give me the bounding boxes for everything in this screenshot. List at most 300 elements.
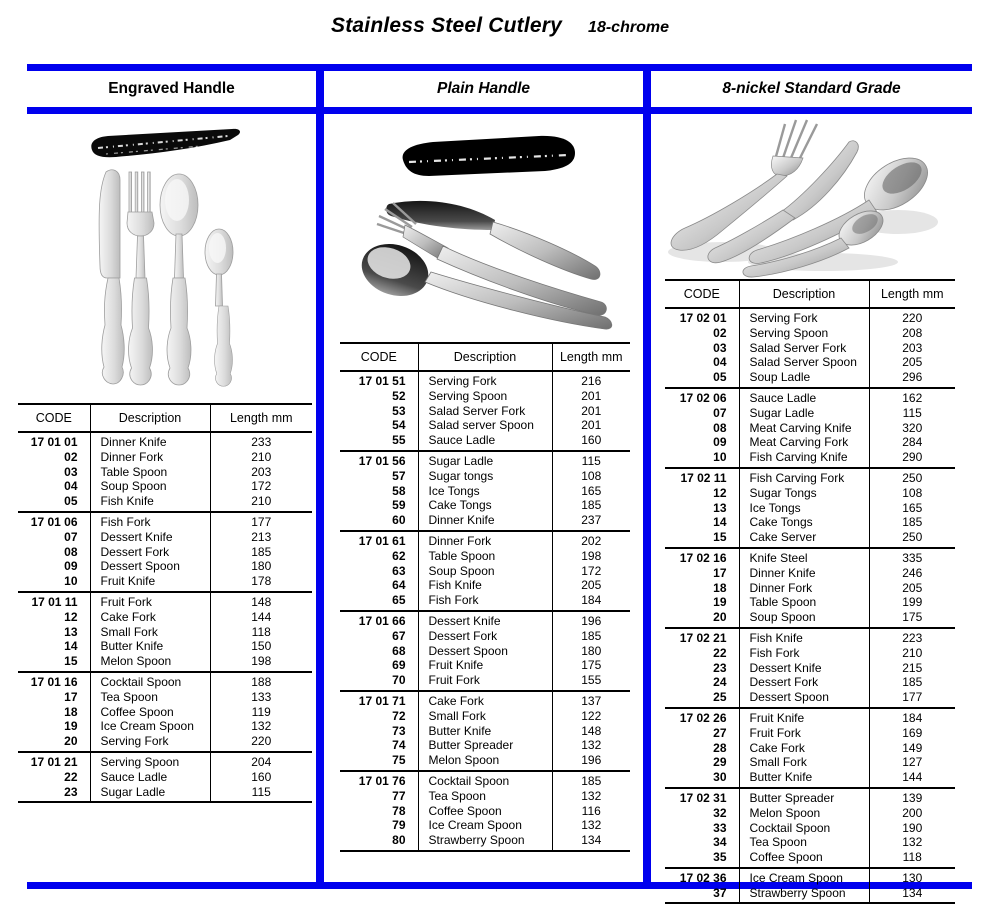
description-cell: Fish Carving Knife — [739, 450, 869, 468]
description-cell: Ice Tongs — [418, 484, 552, 499]
length-cell: 132 — [251, 719, 272, 734]
length-cell: 201 — [581, 388, 602, 403]
length-cell: 213 — [251, 529, 272, 544]
length-cell: 132 — [581, 738, 602, 753]
length-cell: 203 — [251, 464, 272, 479]
code-cell: 68 — [392, 643, 406, 658]
length-cell: 160 — [581, 433, 602, 448]
length-cell: 115 — [902, 405, 922, 420]
table-row — [18, 465, 312, 480]
description-cell: Table Spoon — [739, 595, 869, 610]
table-row — [665, 821, 955, 836]
code-cell: 13 — [713, 500, 727, 515]
table-row — [18, 512, 312, 530]
table-row — [665, 370, 955, 388]
column-header-8-nickel: 8-nickel Standard Grade — [722, 80, 901, 97]
description-cell: Ice Cream Spoon — [418, 818, 552, 833]
description-cell: Tea Spoon — [739, 835, 869, 850]
code-cell: 59 — [392, 498, 406, 513]
description-cell: Coffee Spoon — [90, 705, 210, 720]
code-cell: 70 — [392, 673, 406, 688]
length-cell: 108 — [581, 468, 602, 483]
table-row — [18, 545, 312, 560]
length-cell: 144 — [251, 609, 272, 624]
length-cell: 200 — [902, 805, 923, 820]
length-cell: 237 — [581, 513, 602, 528]
length-cell: 250 — [902, 530, 923, 545]
length-cell: 320 — [902, 420, 923, 435]
table-row — [665, 835, 955, 850]
length-cell: 134 — [902, 885, 923, 900]
length-cell: 118 — [902, 850, 922, 865]
table-row — [18, 639, 312, 654]
code-cell: 17 01 71 — [358, 693, 406, 708]
table-header-row — [18, 404, 312, 432]
table-row — [18, 432, 312, 450]
table-row — [665, 868, 955, 886]
length-cell: 246 — [902, 565, 923, 580]
table-row — [18, 450, 312, 465]
description-cell: Ice Cream Spoon — [90, 719, 210, 734]
description-cell: Cocktail Spoon — [418, 771, 552, 789]
description-cell: Serving Fork — [739, 308, 869, 326]
code-cell: 63 — [392, 563, 406, 578]
length-cell: 132 — [581, 788, 602, 803]
code-cell: 17 — [64, 689, 78, 704]
length-cell: 190 — [902, 820, 923, 835]
column-header-engraved-handle: Engraved Handle — [108, 80, 235, 97]
length-cell: 132 — [902, 835, 923, 850]
table-row — [340, 644, 630, 659]
table-row — [340, 451, 630, 469]
description-cell: Fruit Fork — [739, 726, 869, 741]
code-cell: 08 — [713, 420, 727, 435]
description-cell: Dessert Fork — [90, 545, 210, 560]
table-row — [18, 479, 312, 494]
code-cell: 17 01 21 — [30, 754, 78, 769]
description-cell: Serving Spoon — [739, 326, 869, 341]
table-row — [340, 578, 630, 593]
table-row — [665, 406, 955, 421]
description-cell: Dessert Fork — [418, 629, 552, 644]
description-cell: Cake Fork — [739, 741, 869, 756]
description-cell: Dinner Fork — [739, 581, 869, 596]
code-group — [18, 672, 312, 752]
plain-handle-table — [340, 342, 630, 852]
code-cell: 05 — [64, 494, 78, 509]
table-row — [665, 388, 955, 406]
top-rule — [27, 64, 972, 71]
code-cell: 17 01 51 — [358, 374, 406, 388]
description-cell: Ice Cream Spoon — [739, 868, 869, 886]
length-cell: 205 — [902, 580, 923, 595]
table-row — [18, 494, 312, 512]
code-cell: 17 01 66 — [358, 613, 406, 628]
description-cell: Small Fork — [739, 755, 869, 770]
code-cell: 17 01 01 — [30, 435, 78, 449]
length-cell: 177 — [902, 690, 923, 705]
table-row — [18, 559, 312, 574]
length-cell: 215 — [902, 660, 923, 675]
code-cell: 54 — [392, 418, 406, 433]
description-cell: Dessert Spoon — [739, 690, 869, 708]
table-row — [665, 581, 955, 596]
description-cell: Serving Spoon — [90, 752, 210, 770]
code-cell: 15 — [713, 530, 727, 545]
description-cell: Coffee Spoon — [739, 850, 869, 868]
length-cell: 172 — [251, 479, 272, 494]
description-cell: Cake Tongs — [739, 515, 869, 530]
code-cell: 17 01 76 — [358, 773, 406, 788]
length-cell: 185 — [902, 675, 923, 690]
plain-handle-shape — [403, 136, 575, 176]
length-cell: 216 — [581, 374, 602, 388]
description-cell: Dessert Spoon — [418, 644, 552, 659]
code-cell: 22 — [64, 769, 78, 784]
table-row — [665, 646, 955, 661]
table-row — [340, 469, 630, 484]
column-divider-2 — [643, 64, 651, 889]
code-cell: 17 02 31 — [679, 790, 727, 805]
table-row — [665, 788, 955, 806]
description-cell: Fish Fork — [739, 646, 869, 661]
code-cell: 23 — [713, 660, 727, 675]
table-row — [340, 389, 630, 404]
length-cell: 210 — [251, 449, 272, 464]
length-cell: 335 — [902, 550, 923, 565]
column-header-code: CODE — [360, 350, 397, 364]
code-cell: 32 — [713, 805, 727, 820]
code-cell: 37 — [713, 885, 727, 900]
code-group — [340, 611, 630, 691]
description-cell: Sugar Tongs — [739, 486, 869, 501]
description-cell: Meat Carving Fork — [739, 435, 869, 450]
table-row — [665, 806, 955, 821]
code-group — [665, 708, 955, 788]
code-cell: 02 — [64, 449, 78, 464]
code-group — [665, 868, 955, 904]
code-cell: 17 01 56 — [358, 453, 406, 468]
table-row — [340, 771, 630, 789]
code-cell: 35 — [713, 850, 727, 865]
length-cell: 108 — [902, 485, 923, 500]
table-row — [340, 804, 630, 819]
length-cell: 198 — [251, 654, 272, 669]
description-cell: Dinner Fork — [90, 450, 210, 465]
code-cell: 18 — [713, 580, 727, 595]
code-cell: 20 — [64, 734, 78, 749]
description-cell: Butter Knife — [418, 724, 552, 739]
table-row — [340, 549, 630, 564]
description-cell: Butter Knife — [739, 770, 869, 788]
code-cell: 09 — [713, 435, 727, 450]
title-bar — [0, 14, 1000, 38]
description-cell: Cocktail Spoon — [90, 672, 210, 690]
code-cell: 69 — [392, 658, 406, 673]
length-cell: 296 — [902, 370, 923, 385]
description-cell: Strawberry Spoon — [418, 833, 552, 851]
description-cell: Cake Tongs — [418, 498, 552, 513]
length-cell: 169 — [902, 725, 923, 740]
code-group — [665, 788, 955, 868]
length-cell: 115 — [581, 453, 601, 468]
code-group — [665, 388, 955, 468]
table-row — [340, 371, 630, 389]
table-row — [340, 724, 630, 739]
table-row — [340, 833, 630, 851]
length-cell: 155 — [581, 673, 602, 688]
length-cell: 204 — [251, 754, 272, 769]
column-header-plain-handle: Plain Handle — [436, 80, 531, 97]
length-cell: 223 — [902, 630, 923, 645]
table-row — [665, 421, 955, 436]
table-row — [340, 818, 630, 833]
code-group — [18, 432, 312, 512]
table-row — [18, 690, 312, 705]
code-cell: 80 — [392, 833, 406, 848]
length-cell: 185 — [581, 628, 602, 643]
code-cell: 73 — [392, 723, 406, 738]
table-row — [665, 886, 955, 904]
table-row — [18, 672, 312, 690]
table-header-row — [340, 343, 630, 371]
description-cell: Tea Spoon — [90, 690, 210, 705]
length-cell: 150 — [251, 639, 272, 654]
table-row — [18, 574, 312, 592]
fanned-cutlery-photo — [653, 112, 963, 280]
code-group — [340, 691, 630, 771]
description-cell: Butter Spreader — [418, 738, 552, 753]
length-cell: 196 — [581, 753, 602, 768]
table-row — [340, 404, 630, 419]
code-group — [18, 592, 312, 672]
code-cell: 17 01 16 — [30, 674, 78, 689]
length-cell: 184 — [581, 593, 602, 608]
length-cell: 175 — [581, 658, 602, 673]
description-cell: Tea Spoon — [418, 789, 552, 804]
column-header-length: Length mm — [229, 411, 293, 425]
length-cell: 205 — [902, 355, 923, 370]
code-cell: 22 — [713, 645, 727, 660]
table-row — [18, 625, 312, 640]
length-cell: 208 — [902, 325, 923, 340]
length-cell: 220 — [251, 734, 272, 749]
table-row — [18, 610, 312, 625]
description-cell: Fish Knife — [418, 578, 552, 593]
description-cell: Cake Fork — [90, 610, 210, 625]
length-cell: 290 — [902, 450, 923, 465]
table-row — [665, 486, 955, 501]
code-cell: 12 — [713, 485, 727, 500]
table-row — [340, 484, 630, 499]
length-cell: 127 — [902, 755, 923, 770]
table-row — [665, 755, 955, 770]
description-cell: Meat Carving Knife — [739, 421, 869, 436]
description-cell: Salad Server Fork — [418, 404, 552, 419]
code-cell: 10 — [64, 574, 78, 589]
code-cell: 17 02 06 — [679, 390, 727, 405]
column-header-length: Length mm — [880, 287, 944, 301]
code-group — [340, 771, 630, 851]
table-row — [340, 709, 630, 724]
table-row — [665, 341, 955, 356]
code-cell: 75 — [392, 753, 406, 768]
description-cell: Dessert Knife — [418, 611, 552, 629]
code-cell: 17 01 61 — [358, 533, 406, 548]
length-cell: 137 — [581, 693, 602, 708]
code-cell: 62 — [392, 548, 406, 563]
table-spoon-image — [160, 174, 198, 385]
code-cell: 17 02 36 — [679, 870, 727, 885]
description-cell: Dessert Spoon — [90, 559, 210, 574]
length-cell: 185 — [581, 498, 602, 513]
length-cell: 198 — [581, 548, 602, 563]
table-row — [18, 705, 312, 720]
description-cell: Sauce Ladle — [418, 433, 552, 451]
length-cell: 122 — [581, 708, 602, 723]
table-row — [665, 741, 955, 756]
code-group — [665, 308, 955, 388]
code-cell: 29 — [713, 755, 727, 770]
table-row — [340, 611, 630, 629]
length-cell: 162 — [902, 390, 923, 405]
column-header-code: CODE — [35, 411, 72, 425]
table-row — [665, 326, 955, 341]
table-row — [340, 513, 630, 531]
description-cell: Cocktail Spoon — [739, 821, 869, 836]
code-cell: 19 — [64, 719, 78, 734]
table-row — [665, 610, 955, 628]
code-cell: 79 — [392, 818, 406, 833]
length-cell: 220 — [902, 311, 923, 325]
table-row — [665, 548, 955, 566]
plain-handle-and-cutlery-photo — [333, 130, 638, 336]
code-cell: 77 — [392, 788, 406, 803]
code-cell: 52 — [392, 388, 406, 403]
table-row — [340, 691, 630, 709]
description-cell: Melon Spoon — [418, 753, 552, 771]
description-cell: Strawberry Spoon — [739, 886, 869, 904]
code-cell: 33 — [713, 820, 727, 835]
table-row — [665, 770, 955, 788]
code-cell: 20 — [713, 610, 727, 625]
code-cell: 14 — [64, 639, 78, 654]
table-row — [340, 531, 630, 549]
plain-handle-table-wrap — [340, 342, 630, 852]
length-cell: 205 — [581, 578, 602, 593]
code-group — [340, 371, 630, 451]
code-cell: 13 — [64, 624, 78, 639]
table-row — [340, 789, 630, 804]
description-cell: Sugar tongs — [418, 469, 552, 484]
column-header-description: Description — [90, 404, 210, 432]
description-cell: Dinner Knife — [90, 432, 210, 450]
code-cell: 02 — [713, 325, 727, 340]
length-cell: 250 — [902, 470, 923, 485]
code-cell: 18 — [64, 704, 78, 719]
description-cell: Sugar Ladle — [739, 406, 869, 421]
length-cell: 180 — [581, 643, 602, 658]
code-cell: 19 — [713, 595, 727, 610]
description-cell: Dinner Knife — [739, 566, 869, 581]
description-cell: Soup Ladle — [739, 370, 869, 388]
description-cell: Table Spoon — [418, 549, 552, 564]
length-cell: 116 — [581, 803, 601, 818]
length-cell: 160 — [251, 769, 272, 784]
table-row — [665, 661, 955, 676]
length-cell: 185 — [581, 773, 602, 788]
table-row — [665, 595, 955, 610]
table-row — [665, 515, 955, 530]
code-group — [665, 548, 955, 628]
code-cell: 05 — [713, 370, 727, 385]
code-cell: 17 02 21 — [679, 630, 727, 645]
code-group — [665, 468, 955, 548]
table-row — [18, 530, 312, 545]
length-cell: 185 — [251, 544, 272, 559]
column-header-code: CODE — [683, 287, 720, 301]
length-cell: 284 — [902, 435, 923, 450]
description-cell: Salad Server Fork — [739, 341, 869, 356]
code-cell: 28 — [713, 740, 727, 755]
length-cell: 148 — [581, 723, 602, 738]
table-row — [340, 753, 630, 771]
length-cell: 118 — [251, 624, 271, 639]
table-row — [18, 719, 312, 734]
length-cell: 148 — [251, 594, 272, 609]
code-cell: 65 — [392, 593, 406, 608]
engraved-handle-shape — [91, 129, 240, 157]
code-cell: 24 — [713, 675, 727, 690]
code-cell: 17 — [713, 565, 727, 580]
length-cell: 203 — [902, 340, 923, 355]
code-cell: 17 02 26 — [679, 710, 727, 725]
description-cell: Fruit Knife — [739, 708, 869, 726]
description-cell: Serving Spoon — [418, 389, 552, 404]
code-cell: 07 — [713, 405, 727, 420]
length-cell: 188 — [251, 674, 272, 689]
table-row — [665, 435, 955, 450]
length-cell: 144 — [902, 770, 923, 785]
length-cell: 201 — [581, 403, 602, 418]
column-header-description: Description — [739, 280, 869, 308]
table-row — [340, 593, 630, 611]
code-group — [340, 531, 630, 611]
code-cell: 58 — [392, 483, 406, 498]
description-cell: Fish Knife — [739, 628, 869, 646]
description-cell: Small Fork — [90, 625, 210, 640]
table-row — [665, 450, 955, 468]
length-cell: 134 — [581, 833, 602, 848]
engraved-handle-table — [18, 403, 312, 803]
code-group — [18, 512, 312, 592]
code-cell: 53 — [392, 403, 406, 418]
code-cell: 14 — [713, 515, 727, 530]
code-cell: 72 — [392, 708, 406, 723]
length-cell: 196 — [581, 613, 602, 628]
length-cell: 199 — [902, 595, 923, 610]
description-cell: Cake Server — [739, 530, 869, 548]
table-row — [665, 566, 955, 581]
code-cell: 55 — [392, 433, 406, 448]
code-cell: 67 — [392, 628, 406, 643]
code-cell: 17 01 06 — [30, 514, 78, 529]
description-cell: Soup Spoon — [418, 564, 552, 579]
table-row — [665, 726, 955, 741]
table-row — [340, 738, 630, 753]
description-cell: Melon Spoon — [739, 806, 869, 821]
length-cell: 177 — [251, 514, 272, 529]
